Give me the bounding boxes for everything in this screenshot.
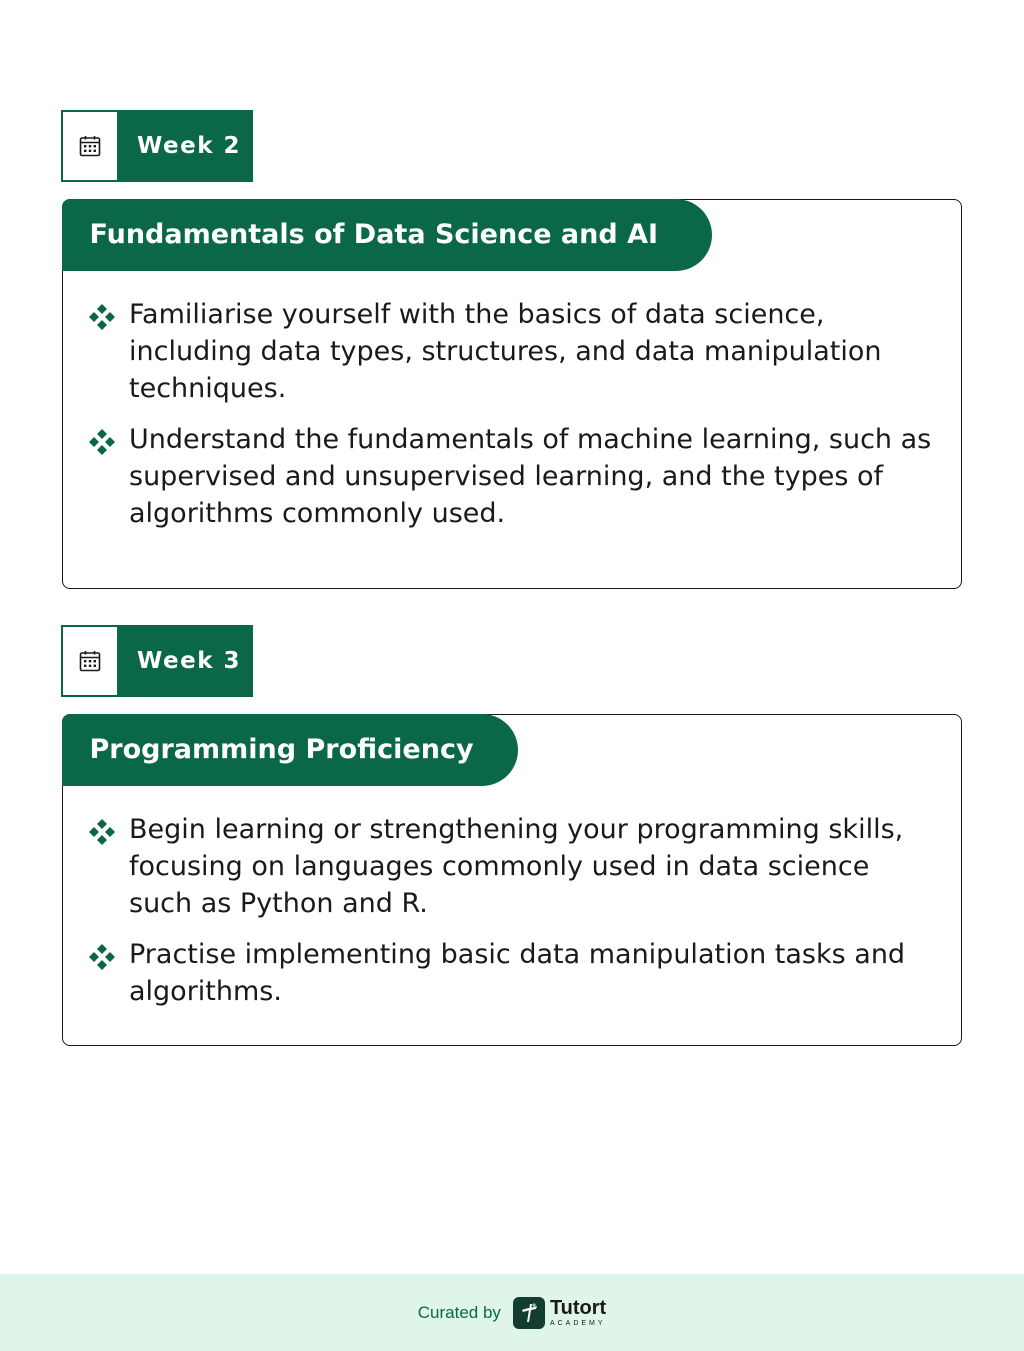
calendar-icon xyxy=(63,112,117,180)
brand-logo[interactable] xyxy=(513,1297,606,1329)
brand-name: Tutort xyxy=(549,1297,607,1319)
list-item xyxy=(87,936,941,1010)
bullet-list xyxy=(87,811,941,1024)
list-item-text: Familiarise yourself with the basics of data science, including data types, structures, and data manipulation techniques. xyxy=(129,299,882,404)
section-title: Fundamentals of Data Science and AI xyxy=(62,199,712,271)
list-item xyxy=(87,296,941,407)
diamond-bullet-icon xyxy=(87,427,117,457)
week-tag xyxy=(61,110,253,182)
week-label: Week 3 xyxy=(117,627,251,695)
list-item-text: Begin learning or strengthening your programming skills, focusing on languages commonly used in data science such as Python and R. xyxy=(129,814,904,919)
bullet-list xyxy=(87,296,941,546)
diamond-bullet-icon xyxy=(87,942,117,972)
list-item xyxy=(87,811,941,922)
footer xyxy=(0,1274,1024,1351)
list-item-text: Understand the fundamentals of machine learning, such as supervised and unsupervised learning, and the types of algorithms commonly used. xyxy=(129,424,932,529)
section-card xyxy=(62,199,962,589)
section-card xyxy=(62,714,962,1046)
tutort-logo-icon xyxy=(513,1297,545,1329)
brand-sub: ACADEMY xyxy=(549,1320,606,1327)
diamond-bullet-icon xyxy=(87,302,117,332)
brand-text xyxy=(550,1298,606,1327)
list-item-text: Practise implementing basic data manipulation tasks and algorithms. xyxy=(129,939,906,1007)
list-item xyxy=(87,421,941,532)
section-title: Programming Proficiency xyxy=(62,714,518,786)
diamond-bullet-icon xyxy=(87,817,117,847)
calendar-icon xyxy=(63,627,117,695)
week-label: Week 2 xyxy=(117,112,251,180)
week-tag xyxy=(61,625,253,697)
curated-by-label: Curated by xyxy=(417,1302,501,1322)
